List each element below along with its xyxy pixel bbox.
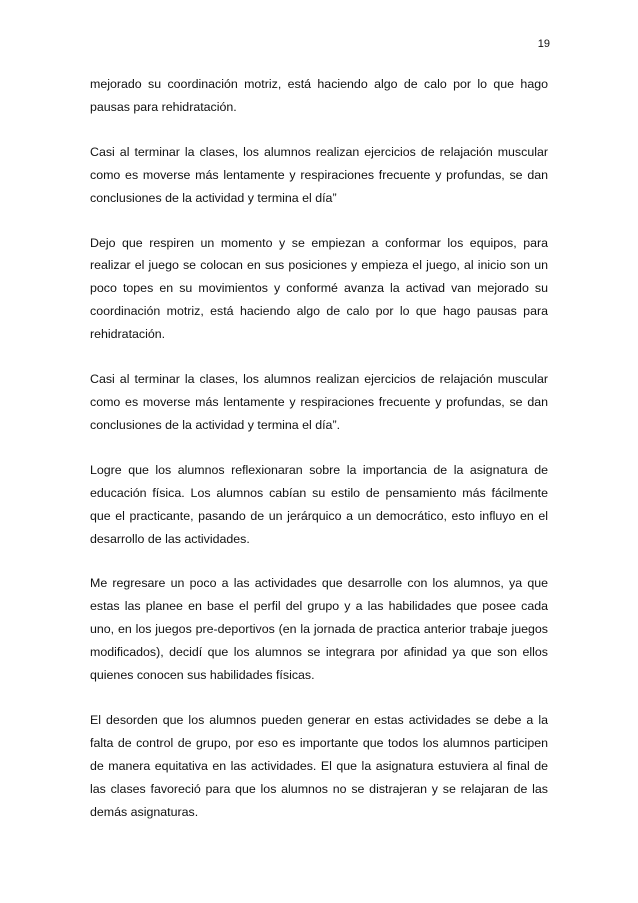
paragraph: Casi al terminar la clases, los alumnos realizan ejercicios de relajación muscular como es moverse más lentamente y respiraciones frecuente y profundas, se dan conclusiones de la actividad y termina el día”. [90, 372, 548, 432]
paragraph: El desorden que los alumnos pueden generar en estas actividades se debe a la falta de control de grupo, por eso es importante que todos los alumnos participen de manera equitativa en las actividades. El que la asignatura estuviera al final de las clases favoreció para que los alumnos no se distrajeran y se relajaran de las demás asignaturas. [90, 712, 548, 819]
paragraph: mejorado su coordinación motriz, está haciendo algo de calo por lo que hago pausas para rehidratación. [90, 77, 548, 114]
paragraph: Dejo que respiren un momento y se empiezan a conformar los equipos, para realizar el juego se colocan en sus posiciones y empieza el juego, al inicio son un poco topes en su movimientos y conformé avanza la activad van mejorado su coordinación motriz, está haciendo algo de calo por lo que hago pausas para rehidratación. [90, 235, 548, 342]
document-body [90, 73, 548, 845]
page-number: 19 [537, 38, 550, 50]
paragraph: Casi al terminar la clases, los alumnos realizan ejercicios de relajación muscular como es moverse más lentamente y respiraciones frecuente y profundas, se dan conclusiones de la actividad y termina el día” [90, 144, 548, 205]
paragraph: Me regresare un poco a las actividades que desarrolle con los alumnos, ya que estas las planee en base el perfil del grupo y a las habilidades que posee cada uno, en los juegos pre-deportivos (en la jornada de practica anterior trabaje juegos modificados), decidí que los alumnos se integrara por afinidad ya que son ellos quienes conocen sus habilidades físicas. [90, 576, 548, 683]
paragraph: Logre que los alumnos reflexionaran sobre la importancia de la asignatura de educación física. Los alumnos cabían su estilo de pensamiento más fácilmente que el practicante, pasando de un jerárquico a un democrático, esto influyo en el desarrollo de las actividades. [90, 462, 548, 546]
